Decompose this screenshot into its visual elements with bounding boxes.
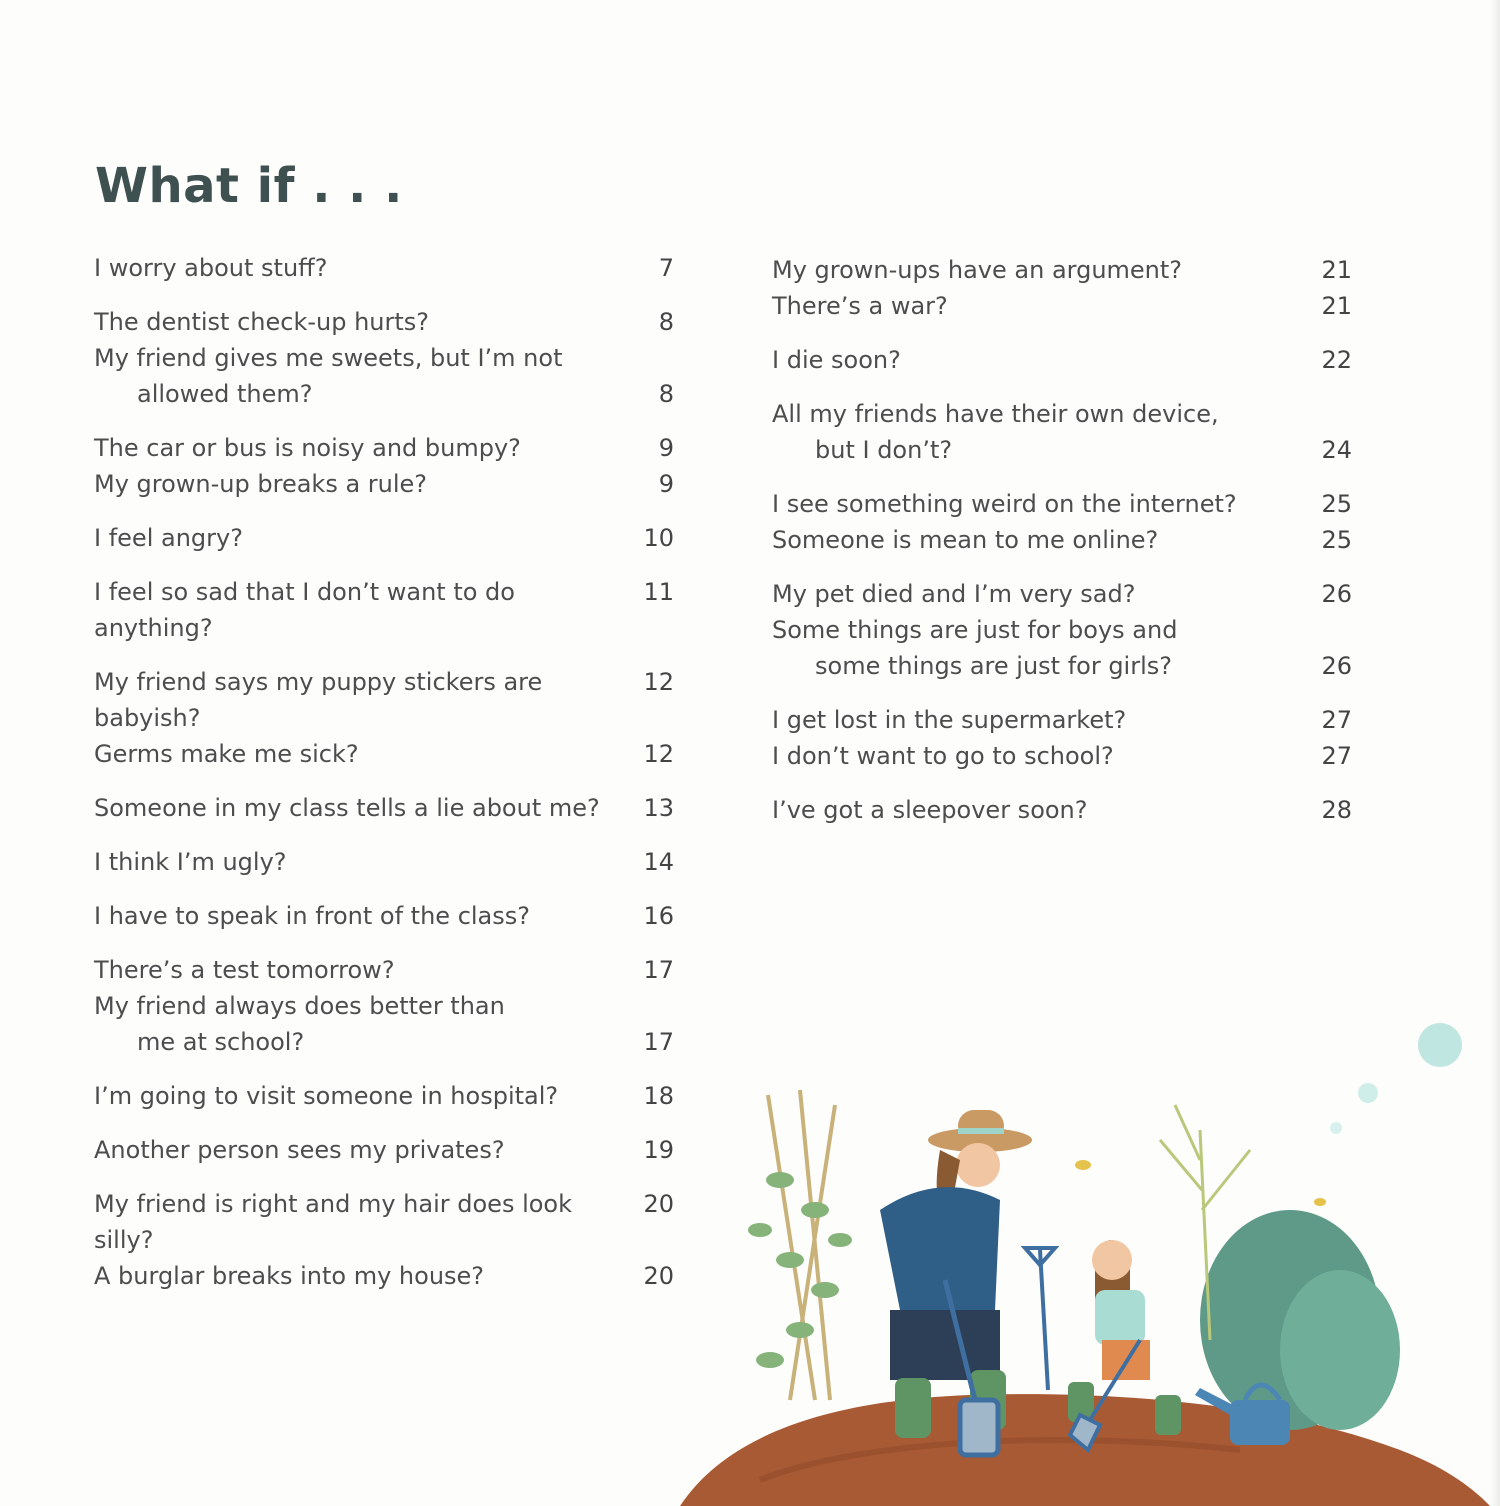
contents-entry[interactable] (94, 1078, 674, 1114)
entry-question-line: Another person sees my privates? (94, 1136, 505, 1164)
contents-group (94, 250, 674, 286)
contents-group (94, 790, 674, 826)
contents-entry[interactable] (94, 1258, 674, 1294)
contents-entry[interactable] (772, 522, 1352, 558)
entry-page-number: 16 (643, 902, 674, 930)
contents-entry[interactable] (94, 736, 674, 772)
contents-entry[interactable] (772, 288, 1352, 324)
entry-question-line: I’m going to visit someone in hospital? (94, 1082, 559, 1110)
entry-question-line: Some things are just for boys and (772, 616, 1178, 644)
entry-page-number: 20 (643, 1190, 674, 1218)
entry-page-number: 9 (658, 434, 674, 462)
contents-group (94, 304, 674, 412)
entry-question-line: I’ve got a sleepover soon? (772, 796, 1088, 824)
entry-question-continuation: allowed them? (137, 380, 313, 408)
entry-page-number: 9 (658, 470, 674, 498)
entry-question (94, 1132, 624, 1168)
entry-question (94, 664, 624, 736)
contents-group (772, 252, 1352, 324)
shrub (1200, 1210, 1400, 1430)
contents-entry[interactable] (772, 702, 1352, 738)
entry-question (94, 466, 624, 502)
entry-question-line: I think I’m ugly? (94, 848, 287, 876)
contents-group (772, 576, 1352, 684)
contents-entry[interactable] (94, 574, 674, 646)
entry-question-line: My friend says my puppy stickers are babyish? (94, 668, 543, 732)
entry-question-line: I worry about stuff? (94, 254, 328, 282)
entry-question (94, 1078, 624, 1114)
entry-page-number: 20 (643, 1262, 674, 1290)
contents-entry[interactable] (94, 250, 674, 286)
entry-question (94, 574, 624, 646)
entry-page-number: 14 (643, 848, 674, 876)
entry-question (94, 1258, 624, 1294)
entry-question-line: There’s a war? (772, 292, 948, 320)
entry-page-number: 13 (643, 794, 674, 822)
entry-page-number: 12 (643, 740, 674, 768)
garden-fork (1025, 1248, 1055, 1390)
contents-group (94, 520, 674, 556)
entry-question-continuation: some things are just for girls? (815, 652, 1172, 680)
entry-question-line: I don’t want to go to school? (772, 742, 1114, 770)
entry-question (772, 612, 1302, 684)
entry-question (94, 430, 624, 466)
entry-page-number: 18 (643, 1082, 674, 1110)
contents-entry[interactable] (94, 898, 674, 934)
woman-gardener (880, 1110, 1032, 1438)
entry-question (772, 576, 1302, 612)
entry-question (772, 738, 1302, 774)
entry-question (94, 790, 624, 826)
entry-question-line: I have to speak in front of the class? (94, 902, 531, 930)
entry-question-line: The car or bus is noisy and bumpy? (94, 434, 521, 462)
entry-page-number: 28 (1321, 796, 1352, 824)
entry-question-line: Someone in my class tells a lie about me? (94, 794, 600, 822)
entry-question-continuation: but I don’t? (815, 436, 953, 464)
entry-question (94, 340, 624, 412)
entry-question-line: I feel angry? (94, 524, 243, 552)
entry-page-number: 17 (643, 1028, 674, 1056)
entry-question-line: I feel so sad that I don’t want to do anything? (94, 578, 515, 642)
entry-page-number: 27 (1321, 706, 1352, 734)
entry-page-number: 26 (1321, 652, 1352, 680)
contents-group (772, 792, 1352, 828)
contents-entry[interactable] (94, 952, 674, 988)
contents-entry[interactable] (94, 1132, 674, 1168)
entry-question (772, 522, 1302, 558)
entry-question (94, 304, 624, 340)
contents-left-column (94, 250, 674, 1312)
entry-question (772, 792, 1302, 828)
contents-group (94, 1132, 674, 1168)
contents-entry[interactable] (94, 1186, 674, 1258)
contents-group (94, 952, 674, 1060)
entry-page-number: 21 (1321, 292, 1352, 320)
contents-group (94, 844, 674, 880)
entry-question (772, 486, 1302, 522)
entry-question-line: My friend is right and my hair does look silly? (94, 1190, 573, 1254)
entry-page-number: 10 (643, 524, 674, 552)
page-title: What if . . . (95, 158, 403, 214)
entry-question (94, 1186, 624, 1258)
entry-question (94, 952, 624, 988)
entry-page-number: 25 (1321, 526, 1352, 554)
entry-page-number: 11 (643, 578, 674, 606)
entry-question-line: My friend gives me sweets, but I’m not (94, 344, 563, 372)
contents-entry[interactable] (94, 790, 674, 826)
contents-group (94, 430, 674, 502)
entry-page-number: 24 (1321, 436, 1352, 464)
contents-group (94, 1078, 674, 1114)
entry-question-line: My grown-ups have an argument? (772, 256, 1183, 284)
contents-group (94, 574, 674, 646)
contents-group (772, 342, 1352, 378)
entry-question (772, 702, 1302, 738)
contents-entry[interactable] (94, 988, 674, 1060)
contents-entry[interactable] (772, 576, 1352, 612)
contents-group (94, 1186, 674, 1294)
contents-entry[interactable] (772, 738, 1352, 774)
entry-question (94, 736, 624, 772)
contents-entry[interactable] (772, 342, 1352, 378)
contents-entry[interactable] (94, 340, 674, 412)
entry-question (94, 844, 624, 880)
contents-entry[interactable] (772, 486, 1352, 522)
entry-question-line: My pet died and I’m very sad? (772, 580, 1136, 608)
contents-entry[interactable] (772, 396, 1352, 468)
contents-entry[interactable] (94, 664, 674, 736)
contents-entry[interactable] (772, 792, 1352, 828)
contents-group (772, 396, 1352, 468)
contents-entry[interactable] (94, 844, 674, 880)
entry-question-continuation: me at school? (137, 1028, 305, 1056)
entry-question-line: The dentist check-up hurts? (94, 308, 430, 336)
entry-question (94, 988, 624, 1060)
entry-page-number: 7 (658, 254, 674, 282)
entry-question-line: My grown-up breaks a rule? (94, 470, 428, 498)
contents-entry[interactable] (772, 612, 1352, 684)
entry-question-line: I die soon? (772, 346, 901, 374)
contents-group (94, 898, 674, 934)
entry-page-number: 25 (1321, 490, 1352, 518)
entry-question-line: There’s a test tomorrow? (94, 956, 395, 984)
paint-dot (1418, 1023, 1462, 1067)
entry-page-number: 8 (658, 380, 674, 408)
entry-page-number: 26 (1321, 580, 1352, 608)
entry-question (94, 250, 624, 286)
entry-question-line: Germs make me sick? (94, 740, 359, 768)
contents-entry[interactable] (94, 304, 674, 340)
contents-entry[interactable] (94, 466, 674, 502)
entry-question-line: Someone is mean to me online? (772, 526, 1159, 554)
gardening-illustration (640, 1010, 1500, 1506)
contents-group (772, 486, 1352, 558)
entry-page-number: 8 (658, 308, 674, 336)
entry-page-number: 12 (643, 668, 674, 696)
entry-question (772, 396, 1302, 468)
entry-page-number: 27 (1321, 742, 1352, 770)
entry-question-line: I get lost in the supermarket? (772, 706, 1127, 734)
entry-question (772, 252, 1302, 288)
entry-question-line: My friend always does better than (94, 992, 505, 1020)
entry-page-number: 21 (1321, 256, 1352, 284)
entry-question-line: All my friends have their own device, (772, 400, 1219, 428)
entry-question-line: I see something weird on the internet? (772, 490, 1237, 518)
contents-entry[interactable] (772, 252, 1352, 288)
contents-entry[interactable] (94, 430, 674, 466)
entry-question (772, 342, 1302, 378)
entry-question-line: A burglar breaks into my house? (94, 1262, 485, 1290)
contents-group (772, 702, 1352, 774)
entry-page-number: 17 (643, 956, 674, 984)
entry-question (94, 898, 624, 934)
entry-page-number: 19 (643, 1136, 674, 1164)
contents-group (94, 664, 674, 772)
entry-question (772, 288, 1302, 324)
entry-question (94, 520, 624, 556)
contents-right-column (772, 252, 1352, 846)
contents-entry[interactable] (94, 520, 674, 556)
entry-page-number: 22 (1321, 346, 1352, 374)
